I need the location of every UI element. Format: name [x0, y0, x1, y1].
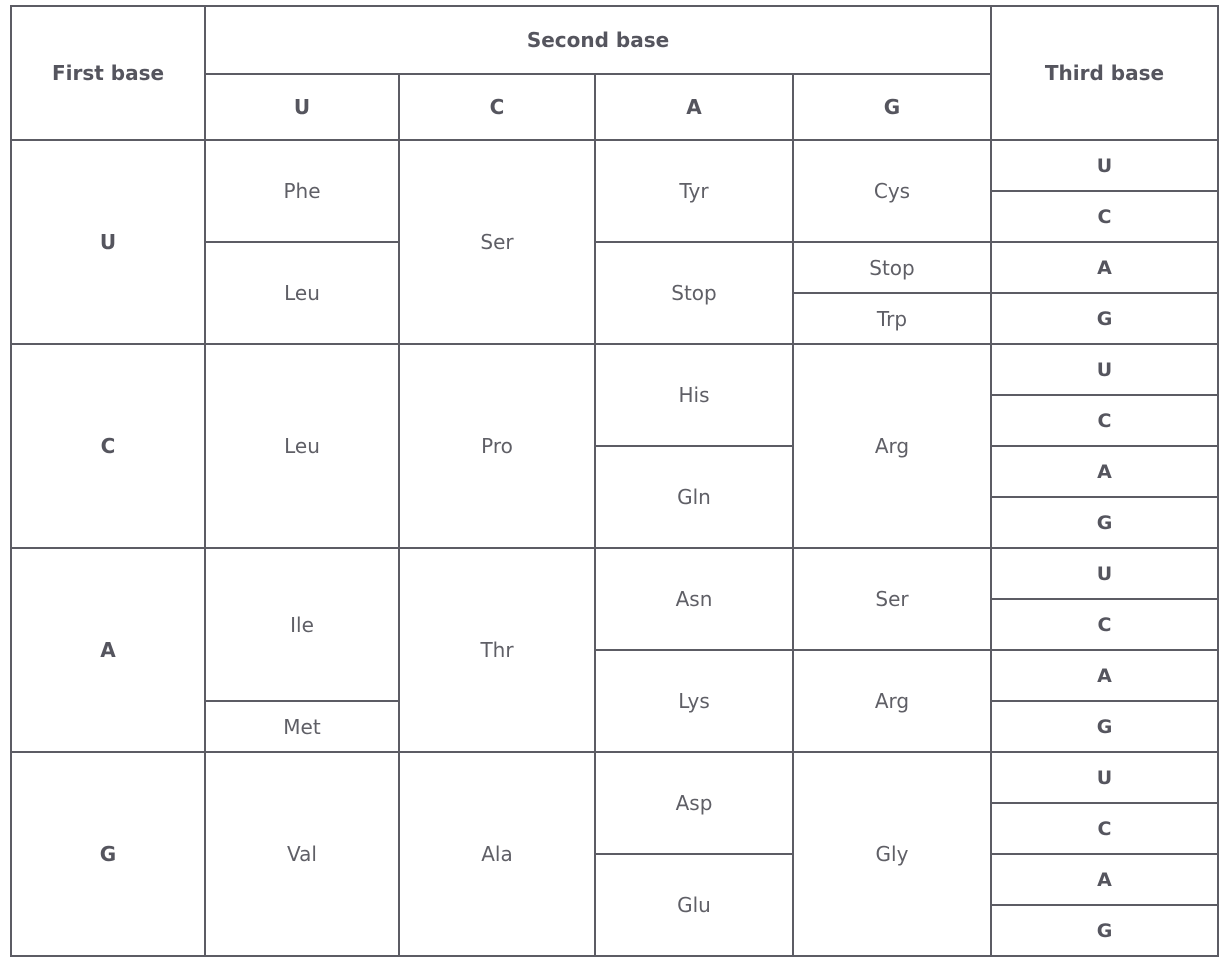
amino-acid-cell: Glu — [595, 854, 793, 956]
amino-acid-cell: Asp — [595, 752, 793, 854]
second-base-header: Second base — [205, 6, 991, 74]
third-base-cell: G — [991, 293, 1218, 344]
amino-acid-cell: Ala — [399, 752, 595, 956]
amino-acid-cell: Lys — [595, 650, 793, 752]
third-base-cell: U — [991, 140, 1218, 191]
amino-acid-cell: Pro — [399, 344, 595, 548]
third-base-cell: U — [991, 344, 1218, 395]
amino-acid-cell: Asn — [595, 548, 793, 650]
amino-acid-cell: Leu — [205, 242, 399, 344]
second-base-g: G — [793, 74, 991, 140]
amino-acid-cell: Stop — [793, 242, 991, 293]
third-base-cell: A — [991, 242, 1218, 293]
third-base-cell: C — [991, 599, 1218, 650]
amino-acid-cell: Arg — [793, 650, 991, 752]
third-base-cell: A — [991, 854, 1218, 905]
third-base-cell: A — [991, 446, 1218, 497]
amino-acid-cell: Ile — [205, 548, 399, 701]
third-base-header: Third base — [991, 6, 1218, 140]
third-base-cell: A — [991, 650, 1218, 701]
amino-acid-cell: Phe — [205, 140, 399, 242]
amino-acid-cell: Gly — [793, 752, 991, 956]
second-base-a: A — [595, 74, 793, 140]
amino-acid-cell: Tyr — [595, 140, 793, 242]
first-base-c: C — [11, 344, 205, 548]
amino-acid-cell: Arg — [793, 344, 991, 548]
second-base-u: U — [205, 74, 399, 140]
amino-acid-cell: His — [595, 344, 793, 446]
third-base-cell: G — [991, 905, 1218, 956]
second-base-c: C — [399, 74, 595, 140]
amino-acid-cell: Leu — [205, 344, 399, 548]
amino-acid-cell: Gln — [595, 446, 793, 548]
amino-acid-cell: Thr — [399, 548, 595, 752]
amino-acid-cell: Ser — [399, 140, 595, 344]
third-base-cell: G — [991, 497, 1218, 548]
amino-acid-cell: Val — [205, 752, 399, 956]
first-base-a: A — [11, 548, 205, 752]
third-base-cell: C — [991, 395, 1218, 446]
first-base-g: G — [11, 752, 205, 956]
amino-acid-cell: Stop — [595, 242, 793, 344]
amino-acid-cell: Trp — [793, 293, 991, 344]
third-base-cell: U — [991, 548, 1218, 599]
third-base-cell: C — [991, 191, 1218, 242]
codon-table — [10, 5, 1219, 957]
third-base-cell: G — [991, 701, 1218, 752]
third-base-cell: C — [991, 803, 1218, 854]
amino-acid-cell: Cys — [793, 140, 991, 242]
amino-acid-cell: Met — [205, 701, 399, 752]
amino-acid-cell: Ser — [793, 548, 991, 650]
first-base-u: U — [11, 140, 205, 344]
third-base-cell: U — [991, 752, 1218, 803]
first-base-header: First base — [11, 6, 205, 140]
